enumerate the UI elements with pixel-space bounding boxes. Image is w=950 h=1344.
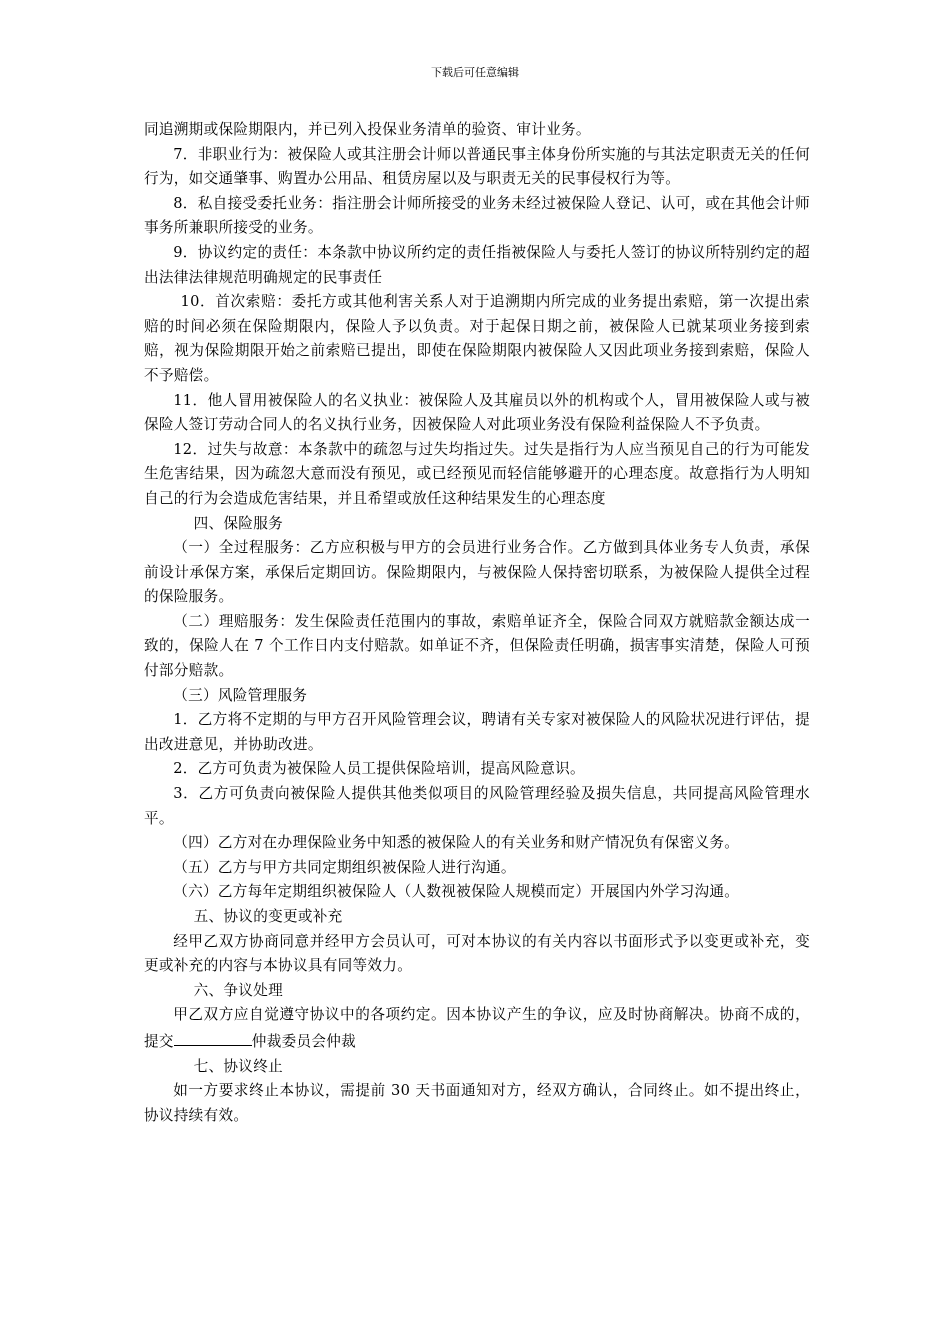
section-heading-4: 四、保险服务 [193, 514, 283, 532]
service-3-heading: （三）风险管理服务 [173, 686, 308, 704]
service-5: （五）乙方与甲方共同定期组织被保险人进行沟通。 [173, 858, 516, 876]
section-heading-6: 六、争议处理 [193, 981, 283, 999]
service-2: （二）理赔服务：发生保险责任范围内的事故，索赔单证齐全，保险合同双方就赔款金额达成一致的，保险人在 7 个工作日内支付赔款。如单证不齐，但保险责任明确，损害事实清楚，保险人可预付部分赔款。 [144, 612, 810, 680]
risk-item-1: 1．乙方将不定期的与甲方召开风险管理会议，聘请有关专家对被保险人的风险状况进行评估，提出改进意见，并协助改进。 [144, 711, 810, 753]
section-heading-7: 七、协议终止 [193, 1057, 283, 1075]
arbitration-blank-line [174, 1028, 252, 1046]
dispute-text: 甲乙双方应自觉遵守协议中的各项约定。因本协议产生的争议，应及时协商解决。协商不成的，提交 [144, 1006, 810, 1050]
page-header-note: 下载后可任意编辑 [431, 66, 519, 79]
clause-9: 9．协议约定的责任：本条款中协议所约定的责任指被保险人与委托人签订的协议所特别约定的超出法律法律规范明确规定的民事责任 [144, 243, 810, 286]
service-6: （六）乙方每年定期组织被保险人（人数视被保险人规模而定）开展国内外学习沟通。 [173, 883, 740, 901]
termination-paragraph: 如一方要求终止本协议，需提前 30 天书面通知对方，经双方确认，合同终止。如不提出终止，协议持续有效。 [144, 1082, 810, 1124]
clause-11: 11．他人冒用被保险人的名义执业：被保险人及其雇员以外的机构或个人，冒用被保险人或与被保险人签订劳动合同人的名义执行业务，因被保险人对此项业务没有保险利益保险人不予负责。 [144, 391, 810, 434]
risk-item-3: 3．乙方可负责向被保险人提供其他类似项目的风险管理经验及损失信息，共同提高风险管理水平。 [144, 785, 810, 827]
amendment-paragraph: 经甲乙双方协商同意并经甲方会员认可，可对本协议的有关内容以书面形式予以变更或补充，变更或补充的内容与本协议具有同等效力。 [144, 932, 810, 975]
clause-10: 10．首次索赔：委托方或其他利害关系人对于追溯期内所完成的业务提出索赔，第一次提出索赔的时间必须在保险期限内，保险人予以负责。对于起保日期之前，被保险人已就某项业务接到索赔，视为保险期限开始之前索赔已提出，即使在保险期限内被保险人又因此项业务接到索赔，保险人不予赔偿。 [144, 293, 810, 384]
paragraph-continuation: 同追溯期或保险期限内，并已列入投保业务清单的验资、审计业务。 [144, 121, 591, 138]
service-1: （一）全过程服务：乙方应积极与甲方的会员进行业务合作。乙方做到具体业务专人负责，承保前设计承保方案，承保后定期回访。保险期限内，与被保险人保持密切联系，为被保险人提供全过程的保险服务。 [144, 539, 810, 606]
clause-7: 7．非职业行为：被保险人或其注册会计师以普通民事主体身份所实施的与其法定职责无关的任何行为，如交通肇事、购置办公用品、租赁房屋以及与职责无关的民事侵权行为等。 [144, 145, 810, 188]
clause-12: 12．过失与故意：本条款中的疏忽与过失均指过失。过失是指行为人应当预见自己的行为可能发生危害结果，因为疏忽大意而没有预见，或已经预见而轻信能够避开的心理态度。故意指行为人明知自己的行为会造成危害结果，并且希望或放任这种结果发生的心理态度 [144, 440, 810, 507]
clause-8: 8．私自接受委托业务：指注册会计师所接受的业务未经过被保险人登记、认可，或在其他会计师事务所兼职所接受的业务。 [144, 194, 810, 237]
document-body [144, 118, 810, 1128]
section-heading-5: 五、协议的变更或补充 [193, 908, 343, 925]
risk-item-2: 2．乙方可负责为被保险人员工提供保险培训，提高风险意识。 [173, 760, 585, 778]
dispute-paragraph [144, 1003, 810, 1054]
dispute-text-end: 仲裁委员会仲裁 [251, 1032, 357, 1050]
service-4: （四）乙方对在办理保险业务中知悉的被保险人的有关业务和财产情况负有保密义务。 [173, 834, 740, 852]
